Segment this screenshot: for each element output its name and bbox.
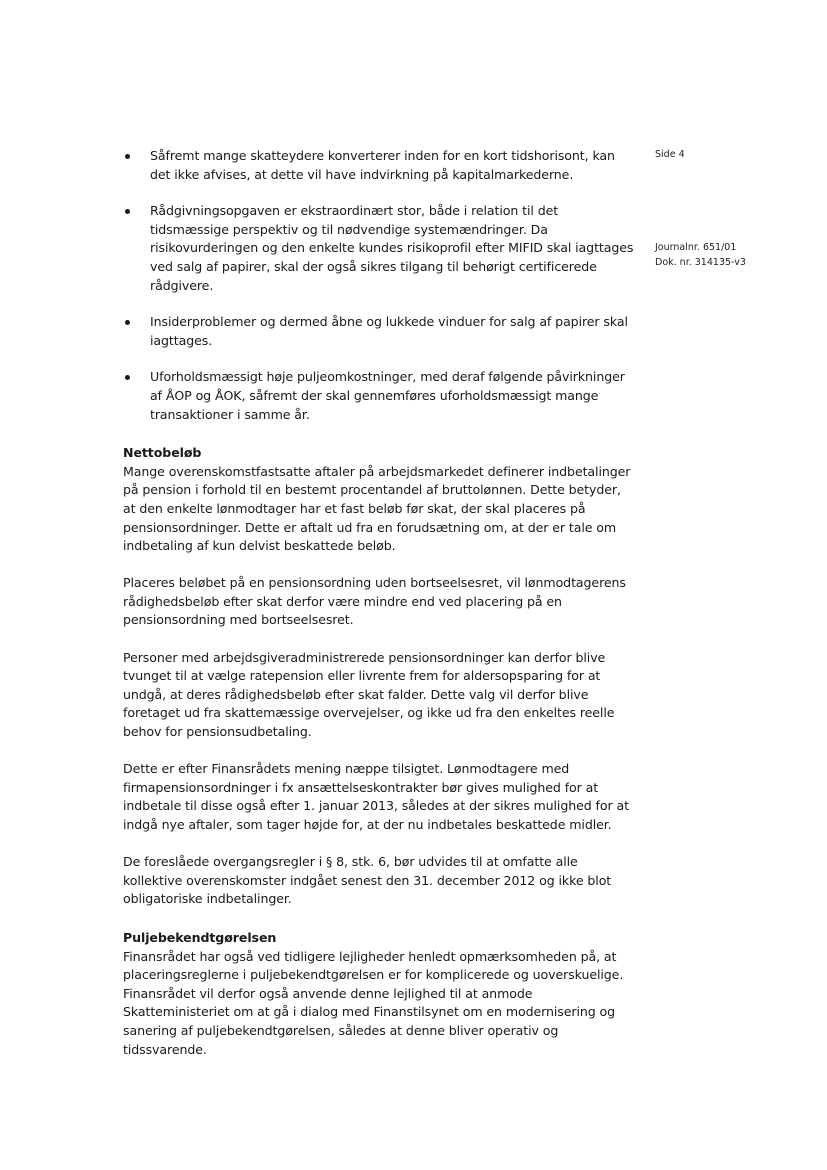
bullet-text: Rådgivningsopgaven er ekstraordinært stor, både i relation til det tidsmæssige perspektiv og til nødvendige systemændringer. Da risikovurderingen og den enkelte kundes risikoprofil efter MIFID skal iagttages ved salg af papirer, skal der også sikres tilgang til behørigt certificerede rådgivere. <box>150 203 634 293</box>
bullet-item <box>123 147 635 184</box>
bullet-item <box>123 313 635 350</box>
section-heading-nettobeloeb: Nettobeløb <box>123 445 202 461</box>
paragraph: Mange overenskomstfastsatte aftaler på arbejdsmarkedet definerer indbetalinger på pension i forhold til en bestemt procentandel af bruttolønnen. Dette betyder, at den enkelte lønmodtager har et fast beløb før skat, der skal placeres på pensionsordninger. Dette er aftalt ud fra en forudsætning om, at der er tale om indbetaling af kun delvist beskattede beløb. <box>123 463 631 554</box>
section-heading-puljebekendtgoerelsen: Puljebekendtgørelsen <box>123 929 277 945</box>
document-number: Dok. nr. 314135-v3 <box>655 257 746 268</box>
paragraph: De foreslåede overgangsregler i § 8, stk. 6, bør udvides til at omfatte alle kollektive overenskomster indgået senest den 31. december 2012 og ikke blot obligatoriske indbetalinger. <box>123 854 612 907</box>
document-reference <box>655 240 746 270</box>
journal-number: Journalnr. 651/01 <box>655 242 737 253</box>
bullet-icon <box>125 375 130 380</box>
paragraph: Placeres beløbet på en pensionsordning uden bortseelsesret, vil lønmodtagerens rådighedsbeløb efter skat derfor være mindre end ved placering på en pensionsordning med bortseelsesret. <box>123 575 626 628</box>
paragraph: Personer med arbejdsgiveradministrerede pensionsordninger kan derfor blive tvunget til at vælge ratepension eller livrente frem for aldersopsparing for at undgå, at deres rådighedsbeløb efter skat falder. Dette valg vil derfor blive foretaget ud fra skattemæssige overvejelser, og ikke ud fra den enkeltes reelle behov for pensionsudbetaling. <box>123 649 615 740</box>
bullet-icon <box>125 209 130 214</box>
bullet-icon <box>125 154 130 159</box>
paragraph: Finansrådet har også ved tidligere lejligheder henledt opmærksomheden på, at placeringsreglerne i puljebekendtgørelsen er for komplicerede og uoverskuelige. Finansrådet vil derfor også anvende denne lejlighed til at anmode Skatteministeriet om at gå i dialog med Finanstilsynet om en modernisering og sanering af puljebekendtgørelsen, således at denne bliver operativ og tidssvarende. <box>123 948 624 1057</box>
bullet-icon <box>125 320 130 325</box>
bullet-text: Uforholdsmæssigt høje puljeomkostninger, med deraf følgende påvirkninger af ÅOP og ÅOK, såfremt der skal gennemføres uforholdsmæssigt mange transaktioner i samme år. <box>150 369 625 422</box>
bullet-text: Insiderproblemer og dermed åbne og lukkede vinduer for salg af papirer skal iagttages. <box>150 314 628 348</box>
paragraph: Dette er efter Finansrådets mening næppe tilsigtet. Lønmodtagere med firmapensionsordninger i fx ansættelseskontrakter bør gives mulighed for at indbetale til disse også efter 1. januar 2013, således at der sikres mulighed for at indgå nye aftaler, som tager højde for, at der nu indbetales beskattede midler. <box>123 761 629 832</box>
bullet-list <box>123 147 635 424</box>
page-label: Side 4 <box>655 149 685 160</box>
bullet-item <box>123 368 635 424</box>
page-number <box>655 147 685 162</box>
main-text <box>123 147 635 1078</box>
bullet-text: Såfremt mange skatteydere konverterer inden for en kort tidshorisont, kan det ikke afvises, at dette vil have indvirkning på kapitalmarkederne. <box>150 148 615 182</box>
bullet-item <box>123 202 635 295</box>
